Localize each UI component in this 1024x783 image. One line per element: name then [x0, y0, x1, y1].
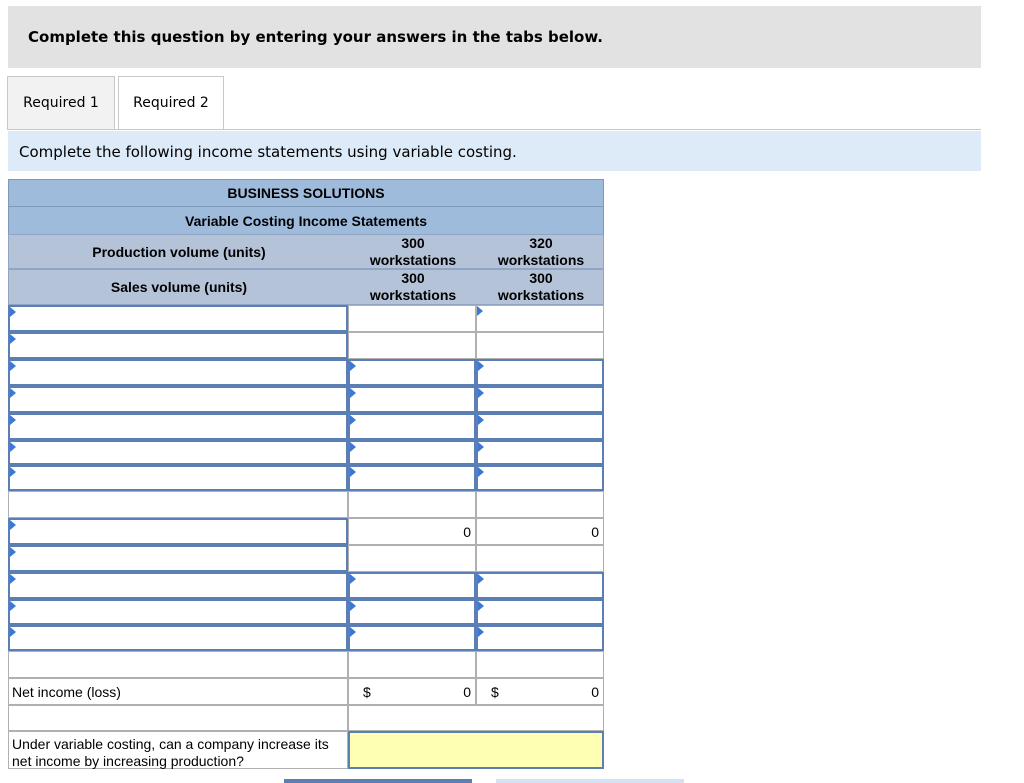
col1-subtotal-value: 0: [463, 523, 471, 540]
statement-row-14-col2-blank: [476, 651, 604, 678]
statement-row-3-col2-input[interactable]: [476, 359, 604, 386]
dropdown-marker-icon: [10, 547, 16, 557]
sales-volume-label: Sales volume (units): [110, 279, 248, 295]
col1-net-income-cell: [348, 678, 476, 705]
statement-row-6-col1-input[interactable]: [348, 440, 476, 465]
company-name-row: [8, 179, 604, 207]
col2-sales-unit: workstations: [497, 287, 585, 303]
statement-row-10-label-input[interactable]: [8, 545, 348, 572]
col1-sales-qty: 300: [401, 270, 425, 286]
dropdown-marker-icon: [10, 388, 16, 398]
statement-row-12-col2-input[interactable]: [476, 599, 604, 625]
net-income-label: Net income (loss): [12, 683, 121, 700]
col2-sales-qty: 300: [529, 270, 553, 286]
statement-row-13-col2-input[interactable]: [476, 625, 604, 651]
dropdown-marker-icon: [350, 442, 356, 452]
col1-production-volume: [349, 235, 477, 268]
question-text: Under variable costing, can a company increase its net income by increasing production?: [12, 736, 329, 769]
production-volume-row: [8, 234, 604, 269]
col2-production-unit: workstations: [497, 251, 585, 268]
statement-row-6-label-input[interactable]: [8, 440, 348, 465]
col1-sales-unit: workstations: [369, 287, 457, 303]
col2-production-qty: 320: [529, 234, 553, 251]
col2-sales-volume: [477, 270, 605, 304]
statement-row-1-label-input[interactable]: [8, 305, 348, 332]
panel-instruction-text: Complete the following income statements using variable costing.: [19, 143, 517, 161]
statement-row-13-label-input[interactable]: [8, 625, 348, 651]
dropdown-marker-icon: [10, 361, 16, 371]
header-instruction-text: Complete this question by entering your answers in the tabs below.: [28, 28, 603, 46]
statement-row-4-col2-input[interactable]: [476, 386, 604, 413]
dropdown-marker-icon: [350, 574, 356, 584]
dropdown-marker-icon: [478, 415, 484, 425]
dropdown-marker-icon: [10, 520, 16, 530]
dropdown-marker-icon: [350, 361, 356, 371]
statement-row-8-blank: [8, 491, 348, 518]
col2-currency-symbol: $: [491, 683, 499, 700]
statement-row-13-col1-input[interactable]: [348, 625, 476, 651]
company-name: BUSINESS SOLUTIONS: [227, 185, 385, 201]
col2-net-income-cell: [476, 678, 604, 705]
dropdown-marker-icon: [10, 601, 16, 611]
col2-subtotal-cell: [476, 518, 604, 545]
previous-button[interactable]: [284, 779, 472, 783]
spacer-row-values: [348, 705, 604, 731]
statement-row-8-col1-blank: [348, 491, 476, 518]
statement-row-9-label-input[interactable]: [8, 518, 348, 545]
sales-volume-row: [8, 269, 604, 305]
statement-row-5-col1-input[interactable]: [348, 413, 476, 440]
dropdown-marker-icon: [478, 627, 484, 637]
statement-row-6-col2-input[interactable]: [476, 440, 604, 465]
panel-instruction: [8, 131, 981, 171]
dropdown-marker-icon: [350, 467, 356, 477]
col1-currency-symbol: $: [363, 683, 371, 700]
statement-row-2-col2-input[interactable]: [476, 332, 604, 359]
dropdown-marker-icon: [10, 467, 16, 477]
statement-row-5-label-input[interactable]: [8, 413, 348, 440]
statement-row-4-label-input[interactable]: [8, 386, 348, 413]
col2-subtotal-value: 0: [591, 523, 599, 540]
dropdown-marker-icon: [350, 388, 356, 398]
statement-row-12-col1-input[interactable]: [348, 599, 476, 625]
statement-row-3-col1-input[interactable]: [348, 359, 476, 386]
dropdown-marker-icon: [10, 307, 16, 317]
tab-required-2-label: Required 2: [133, 95, 209, 111]
statement-row-8-col2-blank: [476, 491, 604, 518]
col1-production-qty: 300: [401, 234, 425, 251]
tab-required-2[interactable]: [118, 76, 224, 130]
spacer-row-label: [8, 705, 348, 731]
tab-required-1-label: Required 1: [23, 95, 99, 111]
dropdown-marker-icon: [10, 574, 16, 584]
col1-subtotal-cell: [348, 518, 476, 545]
dropdown-marker-icon: [10, 627, 16, 637]
statement-row-7-col1-input[interactable]: [348, 465, 476, 491]
instruction-header: [8, 6, 981, 68]
statement-row-4-col1-input[interactable]: [348, 386, 476, 413]
col1-sales-volume: [349, 270, 477, 304]
statement-row-1-col1-input[interactable]: [348, 305, 476, 332]
statement-row-7-label-input[interactable]: [8, 465, 348, 491]
net-income-label-cell: [8, 678, 348, 705]
tab-divider: [8, 129, 981, 130]
statement-title: Variable Costing Income Statements: [185, 212, 427, 229]
dropdown-marker-icon: [350, 627, 356, 637]
statement-row-10-col1-input[interactable]: [348, 545, 476, 572]
dropdown-marker-icon: [478, 467, 484, 477]
dropdown-marker-icon: [10, 334, 16, 344]
col1-production-unit: workstations: [369, 251, 457, 268]
dropdown-marker-icon: [10, 442, 16, 452]
statement-title-row: [8, 206, 604, 235]
production-volume-label: Production volume (units): [92, 243, 266, 260]
statement-row-14-blank: [8, 651, 348, 678]
statement-row-7-col2-input[interactable]: [476, 465, 604, 491]
statement-row-10-col2-input[interactable]: [476, 545, 604, 572]
dropdown-marker-icon: [478, 361, 484, 371]
statement-row-3-label-input[interactable]: [8, 359, 348, 386]
statement-row-2-col1-input[interactable]: [348, 332, 476, 359]
next-button[interactable]: [496, 779, 684, 783]
question-cell: [8, 731, 348, 769]
dropdown-marker-icon: [478, 574, 484, 584]
statement-row-1-col2-input[interactable]: [476, 305, 604, 332]
statement-row-11-label-input[interactable]: [8, 572, 348, 599]
statement-row-2-label-input[interactable]: [8, 332, 348, 359]
dropdown-marker-icon: [350, 415, 356, 425]
tab-required-1[interactable]: [7, 76, 115, 130]
col1-net-income-value: 0: [463, 683, 471, 700]
statement-row-14-col1-blank: [348, 651, 476, 678]
dropdown-marker-icon: [478, 388, 484, 398]
dropdown-marker-icon: [10, 415, 16, 425]
statement-row-5-col2-input[interactable]: [476, 413, 604, 440]
dropdown-marker-icon: [478, 442, 484, 452]
answer-dropdown[interactable]: [348, 731, 604, 769]
dropdown-marker-icon: [477, 306, 483, 316]
statement-row-11-col2-input[interactable]: [476, 572, 604, 599]
dropdown-marker-icon: [350, 601, 356, 611]
dropdown-marker-icon: [478, 601, 484, 611]
col2-net-income-value: 0: [591, 683, 599, 700]
col2-production-volume: [477, 235, 605, 268]
statement-row-12-label-input[interactable]: [8, 599, 348, 625]
statement-row-11-col1-input[interactable]: [348, 572, 476, 599]
